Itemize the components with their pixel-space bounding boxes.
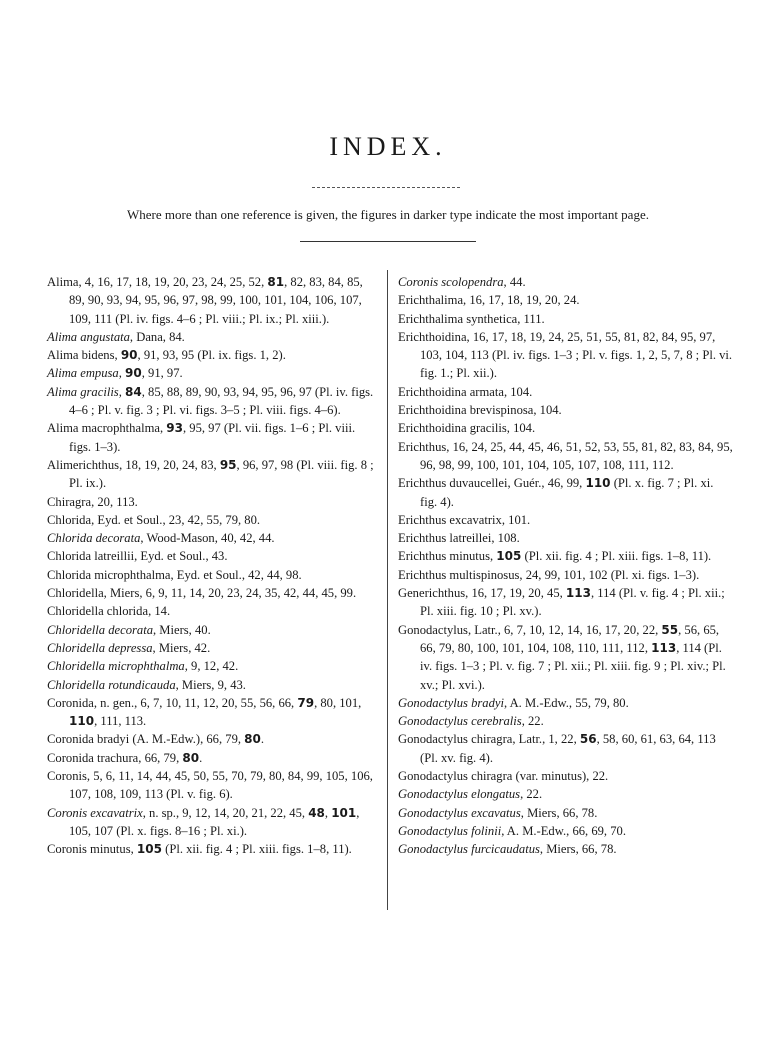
entry-term: Erichthoidina [398,329,467,344]
entry-term: Alima macrophthalma [47,421,160,436]
entry-references: , Eyd. et Soul., 23, 42, 55, 79, 80. [91,512,261,527]
index-entry [47,730,377,748]
entry-references: , 114 (Pl. v. fig. 4 ; Pl. xii.; Pl. xiii. fig. 10 ; Pl. xv.). [420,586,725,619]
entry-references: , 101. [501,512,531,527]
entry-main-page: 95 [219,457,237,472]
index-entry [398,529,733,547]
entry-references: , [118,366,126,381]
index-entry [47,840,377,858]
index-entry [398,712,733,730]
index-entry [398,767,733,785]
entry-term: Alima empusa [47,366,119,381]
entry-references: , Eyd. et Soul., 42, 44, 98. [170,567,302,582]
entry-term: Gonodactylus chiragra [398,732,513,747]
index-entry [47,602,377,620]
entry-references: , n. sp., 9, 12, 14, 20, 21, 22, 45, [142,805,309,820]
entry-references: (A. M.-Edw.), 66, 79, [129,732,245,747]
entry-main-page: 113 [651,640,677,655]
page-title: INDEX. [329,132,447,161]
index-entry [398,383,733,401]
entry-main-page: 90 [120,348,138,363]
entry-main-page: 90 [125,366,142,381]
entry-references: , 56, 65, 66, 79, 80, 100, 101, 104, 108, 110, 111, 112, [420,622,720,655]
entry-main-page: 84 [125,384,142,399]
title-divider [312,187,460,188]
index-entry [398,822,733,840]
entry-main-page: 80 [182,750,200,765]
index-entry [47,456,377,493]
entry-references: (Pl. x. fig. 7 ; Pl. xi. fig. 4). [420,476,714,509]
entry-term: Gonodactylus furcicaudatus [398,842,540,857]
entry-references: , Miers, 42. [152,640,211,655]
entry-references: , A. M.-Edw., 66, 69, 70. [501,823,626,838]
entry-references: , [159,421,167,436]
entry-main-page: 55 [661,622,679,637]
index-entry [398,401,733,419]
index-entry [47,639,377,657]
index-entry [47,804,377,841]
entry-term: Gonodactylus chiragra [398,769,513,784]
entry-term: Alimerichthus [47,457,120,472]
entry-references: , Miers, 66, 78. [539,842,617,857]
entry-references: , 18, 19, 20, 24, 83, [119,457,220,472]
entry-references: , 91, 93, 95 (Pl. ix. figs. 1, 2). [137,348,286,363]
entry-term: Erichthus minutus [398,549,490,564]
entry-term: Alima [47,275,79,289]
entry-references: , 9, 12, 42. [184,659,239,674]
entry-main-page: 56 [579,732,597,747]
entry-term: Erichthalima synthetica [398,311,518,326]
entry-references: , 4, 16, 17, 18, 19, 20, 23, 24, 25, 52, [78,275,268,289]
entry-references: , [130,842,137,857]
entry-term: Chlorida latreillii [47,549,135,564]
index-entry [398,291,733,309]
entry-term: Alima bidens [47,348,115,363]
entry-references: , Latr., 1, 22, [512,732,580,747]
entry-term: Chloridella rotundicauda [47,677,176,692]
entry-references: , 82, 83, 84, 85, 89, 90, 93, 94, 95, 96, 97, 98, 99, 100, 101, 104, 106, 107, 109, 111 (Pl. iv. figs. 4–6 ; Pl. viii.; Pl. ix.; Pl. xiii.). [69,275,363,326]
entry-references: , 44. [503,275,526,289]
index-entry [398,310,733,328]
entry-term: Chlorida decorata [47,531,141,546]
entry-term: Erichthus multispinosus [398,567,520,582]
entry-main-page: 113 [565,586,591,601]
entry-term: Coronis scolopendra [398,275,504,289]
index-entry [47,383,377,420]
entry-term: Chloridella chlorida [47,604,149,619]
entry-main-page: 105 [496,549,522,564]
entry-term: Alima gracilis [47,384,119,399]
entry-references: , 105, 107 (Pl. x. figs. 8–16 ; Pl. xi.). [69,805,360,838]
entry-references: , 85, 88, 89, 90, 93, 94, 95, 96, 97 (Pl. iv. figs. 4–6 ; Pl. v. fig. 3 ; Pl. vi. figs. 3–5 ; Pl. viii. figs. 4–6). [69,384,374,418]
entry-references: , 95, 97 (Pl. vii. figs. 1–6 ; Pl. viii. figs. 1–3). [69,421,356,454]
entry-references: , 91, 97. [141,366,183,381]
entry-references: , 108. [491,531,520,546]
entry-term: Coronida bradyi [47,732,130,747]
entry-references: , 16, 24, 25, 44, 45, 46, 51, 52, 53, 55, 81, 82, 83, 84, 95, 96, 98, 99, 100, 101, 104, 105, 107, 108, 111, 112. [420,439,733,472]
entry-references: , 20, 113. [91,494,138,509]
entry-references: , 22. [521,714,544,729]
entry-term: Gonodactylus elongatus [398,787,521,802]
entry-references: , Dana, 84. [129,329,185,344]
column-divider [387,270,388,910]
index-entry [47,328,377,346]
entry-references: , 114 (Pl. iv. figs. 1–3 ; Pl. v. fig. 7 ; Pl. xii.; Pl. xiii. fig. 9 ; Pl. xiv.; Pl. xv.; Pl. xvi.). [420,640,726,692]
entry-term: Erichthus latreillei [398,531,492,546]
entry-references: , [490,549,497,564]
entry-term: Coronida trachura [47,750,139,765]
entry-term: Generichthus [398,586,466,601]
index-entry [398,566,733,584]
entry-term: Alima angustata [47,329,130,344]
entry-term: Erichthoidina gracilis [398,421,507,436]
entry-term: Chloridella microphthalma [47,659,185,674]
entry-references: , 16, 17, 18, 19, 24, 25, 51, 55, 81, 82, 84, 95, 97, 103, 104, 113 (Pl. iv. figs. 1–3 ; Pl. v. figs. 1, 2, 5, 7, 8 ; Pl. vi. fig. 1.; Pl. xii.). [420,329,733,381]
entry-main-page: 48 [308,805,325,820]
entry-references: , Latr., 6, 7, 10, 12, 14, 16, 17, 20, 22, [467,622,662,637]
index-entry [398,584,733,621]
entry-references: , 104. [533,403,562,418]
entry-term: Coronis [47,769,87,784]
entry-references: , Guér., 46, 99, [507,476,586,491]
entry-term: Erichthus excavatrix [398,512,502,527]
entry-references: . [199,750,203,765]
index-entry [47,364,377,382]
entry-references: , Miers, 6, 9, 11, 14, 20, 23, 24, 35, 42, 44, 45, 99. [103,586,357,601]
index-entry [47,621,377,639]
entry-term: Erichthoidina brevispinosa [398,403,534,418]
index-entry [47,547,377,565]
entry-references: , Miers, 9, 43. [175,677,246,692]
entry-references: , 16, 17, 18, 19, 20, 24. [463,293,580,308]
entry-references: , Miers, 66, 78. [520,805,598,820]
index-entry [47,657,377,675]
index-entry [398,804,733,822]
note-divider [300,241,476,242]
entry-term: Coronis minutus [47,842,131,857]
entry-references: , A. M.-Edw., 55, 79, 80. [503,695,629,710]
index-entry [398,511,733,529]
entry-term: Erichthalima [398,293,464,308]
index-entry [47,584,377,602]
index-entry [47,676,377,694]
entry-term: Chloridella decorata [47,622,153,637]
entry-main-page: 105 [136,842,162,857]
entry-main-page: 79 [297,695,315,710]
entry-references: , [324,805,332,820]
entry-references: , 22. [520,787,543,802]
index-entry [398,273,733,291]
entry-references: , 104. [503,384,533,399]
entry-term: Chloridella depressa [47,640,153,655]
entry-term: Gonodactylus excavatus [398,805,521,820]
entry-term: Coronis excavatrix [47,805,143,820]
entry-references: , [118,384,126,399]
entry-term: Chlorida microphthalma [47,567,171,582]
entry-term: Chloridella [47,586,104,601]
entry-term: Chiragra [47,494,92,509]
index-entry [398,840,733,858]
index-entry [47,346,377,364]
entry-references: , 24, 99, 101, 102 (Pl. xi. figs. 1–3). [519,567,700,582]
index-column-right [398,273,733,859]
entry-main-page: 110 [69,714,95,729]
index-entry [47,273,377,328]
entry-main-page: 80 [244,732,261,747]
index-entry [47,419,377,456]
entry-term: Gonodactylus [398,622,468,637]
entry-references: , 111, 113. [94,714,147,729]
entry-main-page: 110 [585,476,611,491]
entry-references: , [114,348,121,363]
index-note: Where more than one reference is given, the figures in darker type indicate the most important page. [127,207,649,222]
index-entry [47,511,377,529]
index-entry [398,730,733,767]
entry-term: Erichthoidina armata [398,384,504,399]
index-entry [47,767,377,804]
entry-main-page: 93 [166,421,183,436]
index-entry [398,785,733,803]
index-entry [398,328,733,383]
entry-references: , 104. [506,421,536,436]
entry-references: (Pl. xii. fig. 4 ; Pl. xiii. figs. 1–8, 11). [161,842,352,857]
index-entry [47,694,377,731]
index-entry [47,529,377,547]
entry-term: Erichthus [398,439,447,454]
entry-references: . [260,732,265,747]
index-entry [47,566,377,584]
entry-references: (var. minutus), 22. [512,769,609,784]
entry-references: , Eyd. et Soul., 43. [134,549,228,564]
entry-references: , 111. [517,311,545,326]
entry-main-page: 101 [331,805,357,820]
entry-references: , 80, 101, [314,695,362,710]
index-entry [398,547,733,565]
entry-references: , 14. [148,604,171,619]
index-entry [398,621,733,694]
entry-references: , Wood-Mason, 40, 42, 44. [140,531,275,546]
entry-term: Gonodactylus cerebralis [398,714,522,729]
entry-references: , Miers, 40. [153,622,211,637]
entry-references: , 96, 97, 98 (Pl. viii. fig. 8 ; Pl. ix.). [69,457,374,491]
entry-term: Gonodactylus folinii [398,823,502,838]
index-entry [398,438,733,475]
entry-term: Coronida [47,695,94,710]
index-entry [47,749,377,767]
index-column-left [47,273,377,859]
entry-references: , 16, 17, 19, 20, 45, [465,586,566,601]
entry-term: Chlorida [47,512,92,527]
index-entry [47,493,377,511]
entry-references: , 5, 6, 11, 14, 44, 45, 50, 55, 70, 79, 80, 84, 99, 105, 106, 107, 108, 109, 113 (Pl. v. fig. 6). [69,769,373,802]
entry-references: (Pl. xii. fig. 4 ; Pl. xiii. figs. 1–8, 11). [521,549,712,564]
index-entry [398,474,733,511]
index-entry [398,694,733,712]
entry-references: , n. gen., 6, 7, 10, 11, 12, 20, 55, 56, 66, [93,695,298,710]
entry-references: , 58, 60, 61, 63, 64, 113 (Pl. xv. fig. 4). [420,732,716,765]
index-entry [398,419,733,437]
entry-main-page: 81 [267,275,285,289]
entry-term: Gonodactylus bradyi [398,695,504,710]
entry-term: Erichthus duvaucellei [398,476,508,491]
entry-references: , 66, 79, [138,750,183,765]
